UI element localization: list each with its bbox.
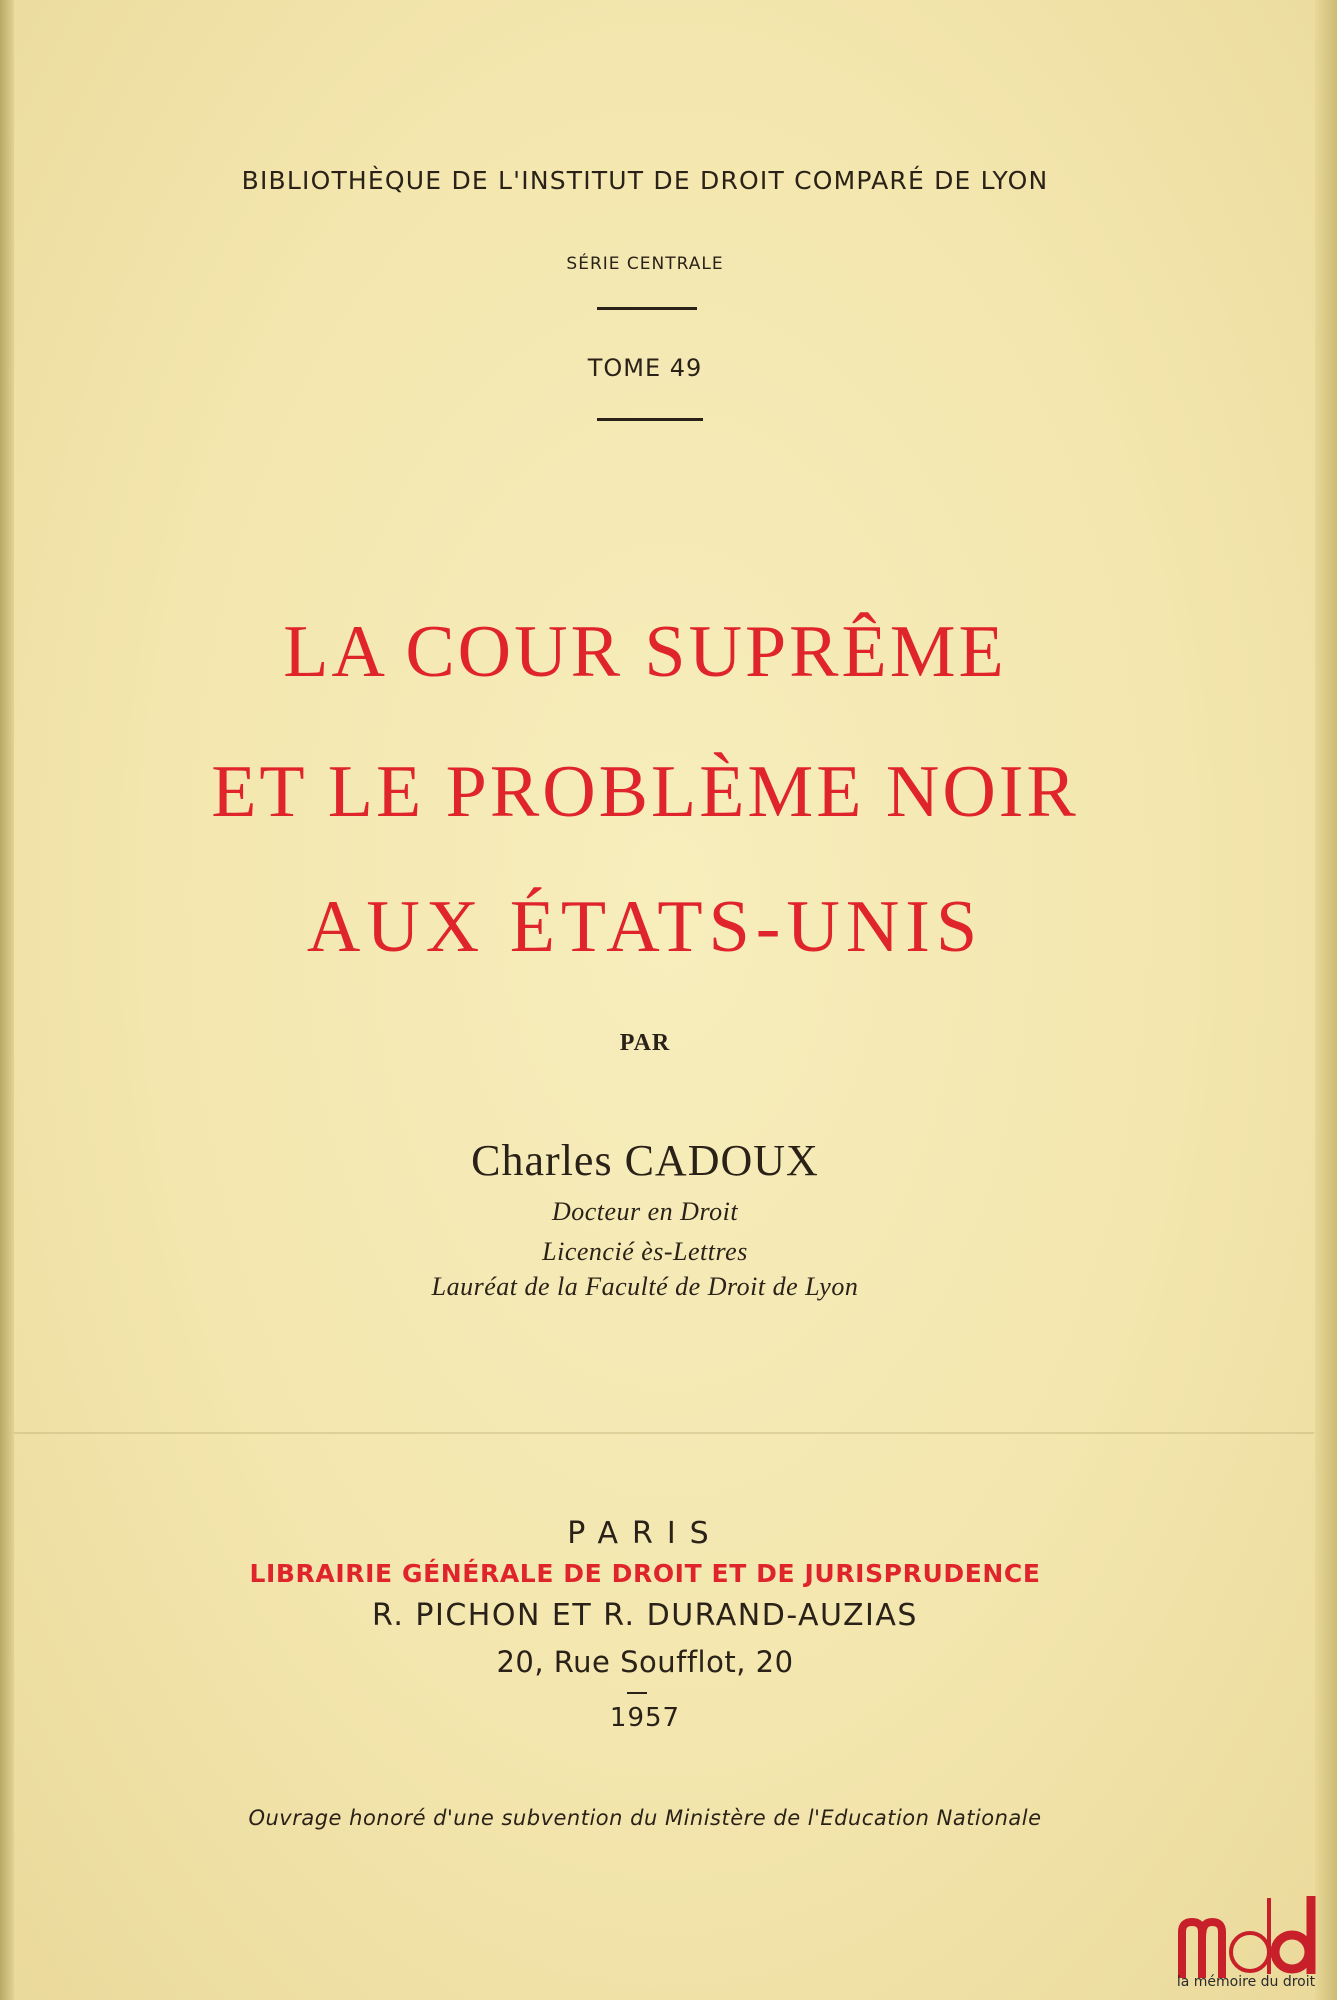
cover-fold-line xyxy=(14,1432,1314,1434)
author-credential: Docteur en Droit xyxy=(551,1197,739,1226)
publisher-address: 20, Rue Soufflot, 20 xyxy=(496,1645,794,1679)
divider-rule xyxy=(597,418,703,421)
mdd-tagline: la mémoire du droit xyxy=(1176,1974,1316,1990)
title-line-3: AUX ÉTATS-UNIS xyxy=(306,886,984,968)
cover-left-edge xyxy=(0,0,14,2000)
publisher-name: LIBRAIRIE GÉNÉRALE DE DROIT ET DE JURISPRUDENCE xyxy=(249,1559,1041,1588)
title-line-1: LA COUR SUPRÊME xyxy=(283,611,1007,693)
series-subtitle: SÉRIE CENTRALE xyxy=(566,254,724,274)
author-name: Charles CADOUX xyxy=(471,1136,819,1185)
author-credential: Licencié ès-Lettres xyxy=(542,1237,748,1266)
divider-rule xyxy=(627,1692,647,1694)
publisher-city: PARIS xyxy=(567,1516,723,1551)
series-title: BIBLIOTHÈQUE DE L'INSTITUT DE DROIT COMPARÉ DE LYON xyxy=(241,166,1049,195)
cover-right-edge xyxy=(1315,0,1337,2000)
volume-number: TOME 49 xyxy=(587,354,703,382)
title-line-2: ET LE PROBLÈME NOIR xyxy=(211,751,1079,833)
author-credential: Lauréat de la Faculté de Droit de Lyon xyxy=(431,1272,859,1301)
subsidy-note: Ouvrage honoré d'une subvention du Ministère de l'Education Nationale xyxy=(248,1806,1042,1830)
printer-name: R. PICHON ET R. DURAND-AUZIAS xyxy=(372,1598,918,1633)
publication-year: 1957 xyxy=(609,1703,681,1733)
by-label: PAR xyxy=(619,1030,671,1056)
divider-rule xyxy=(597,307,697,310)
mdd-logo-icon xyxy=(1178,1888,1320,1978)
